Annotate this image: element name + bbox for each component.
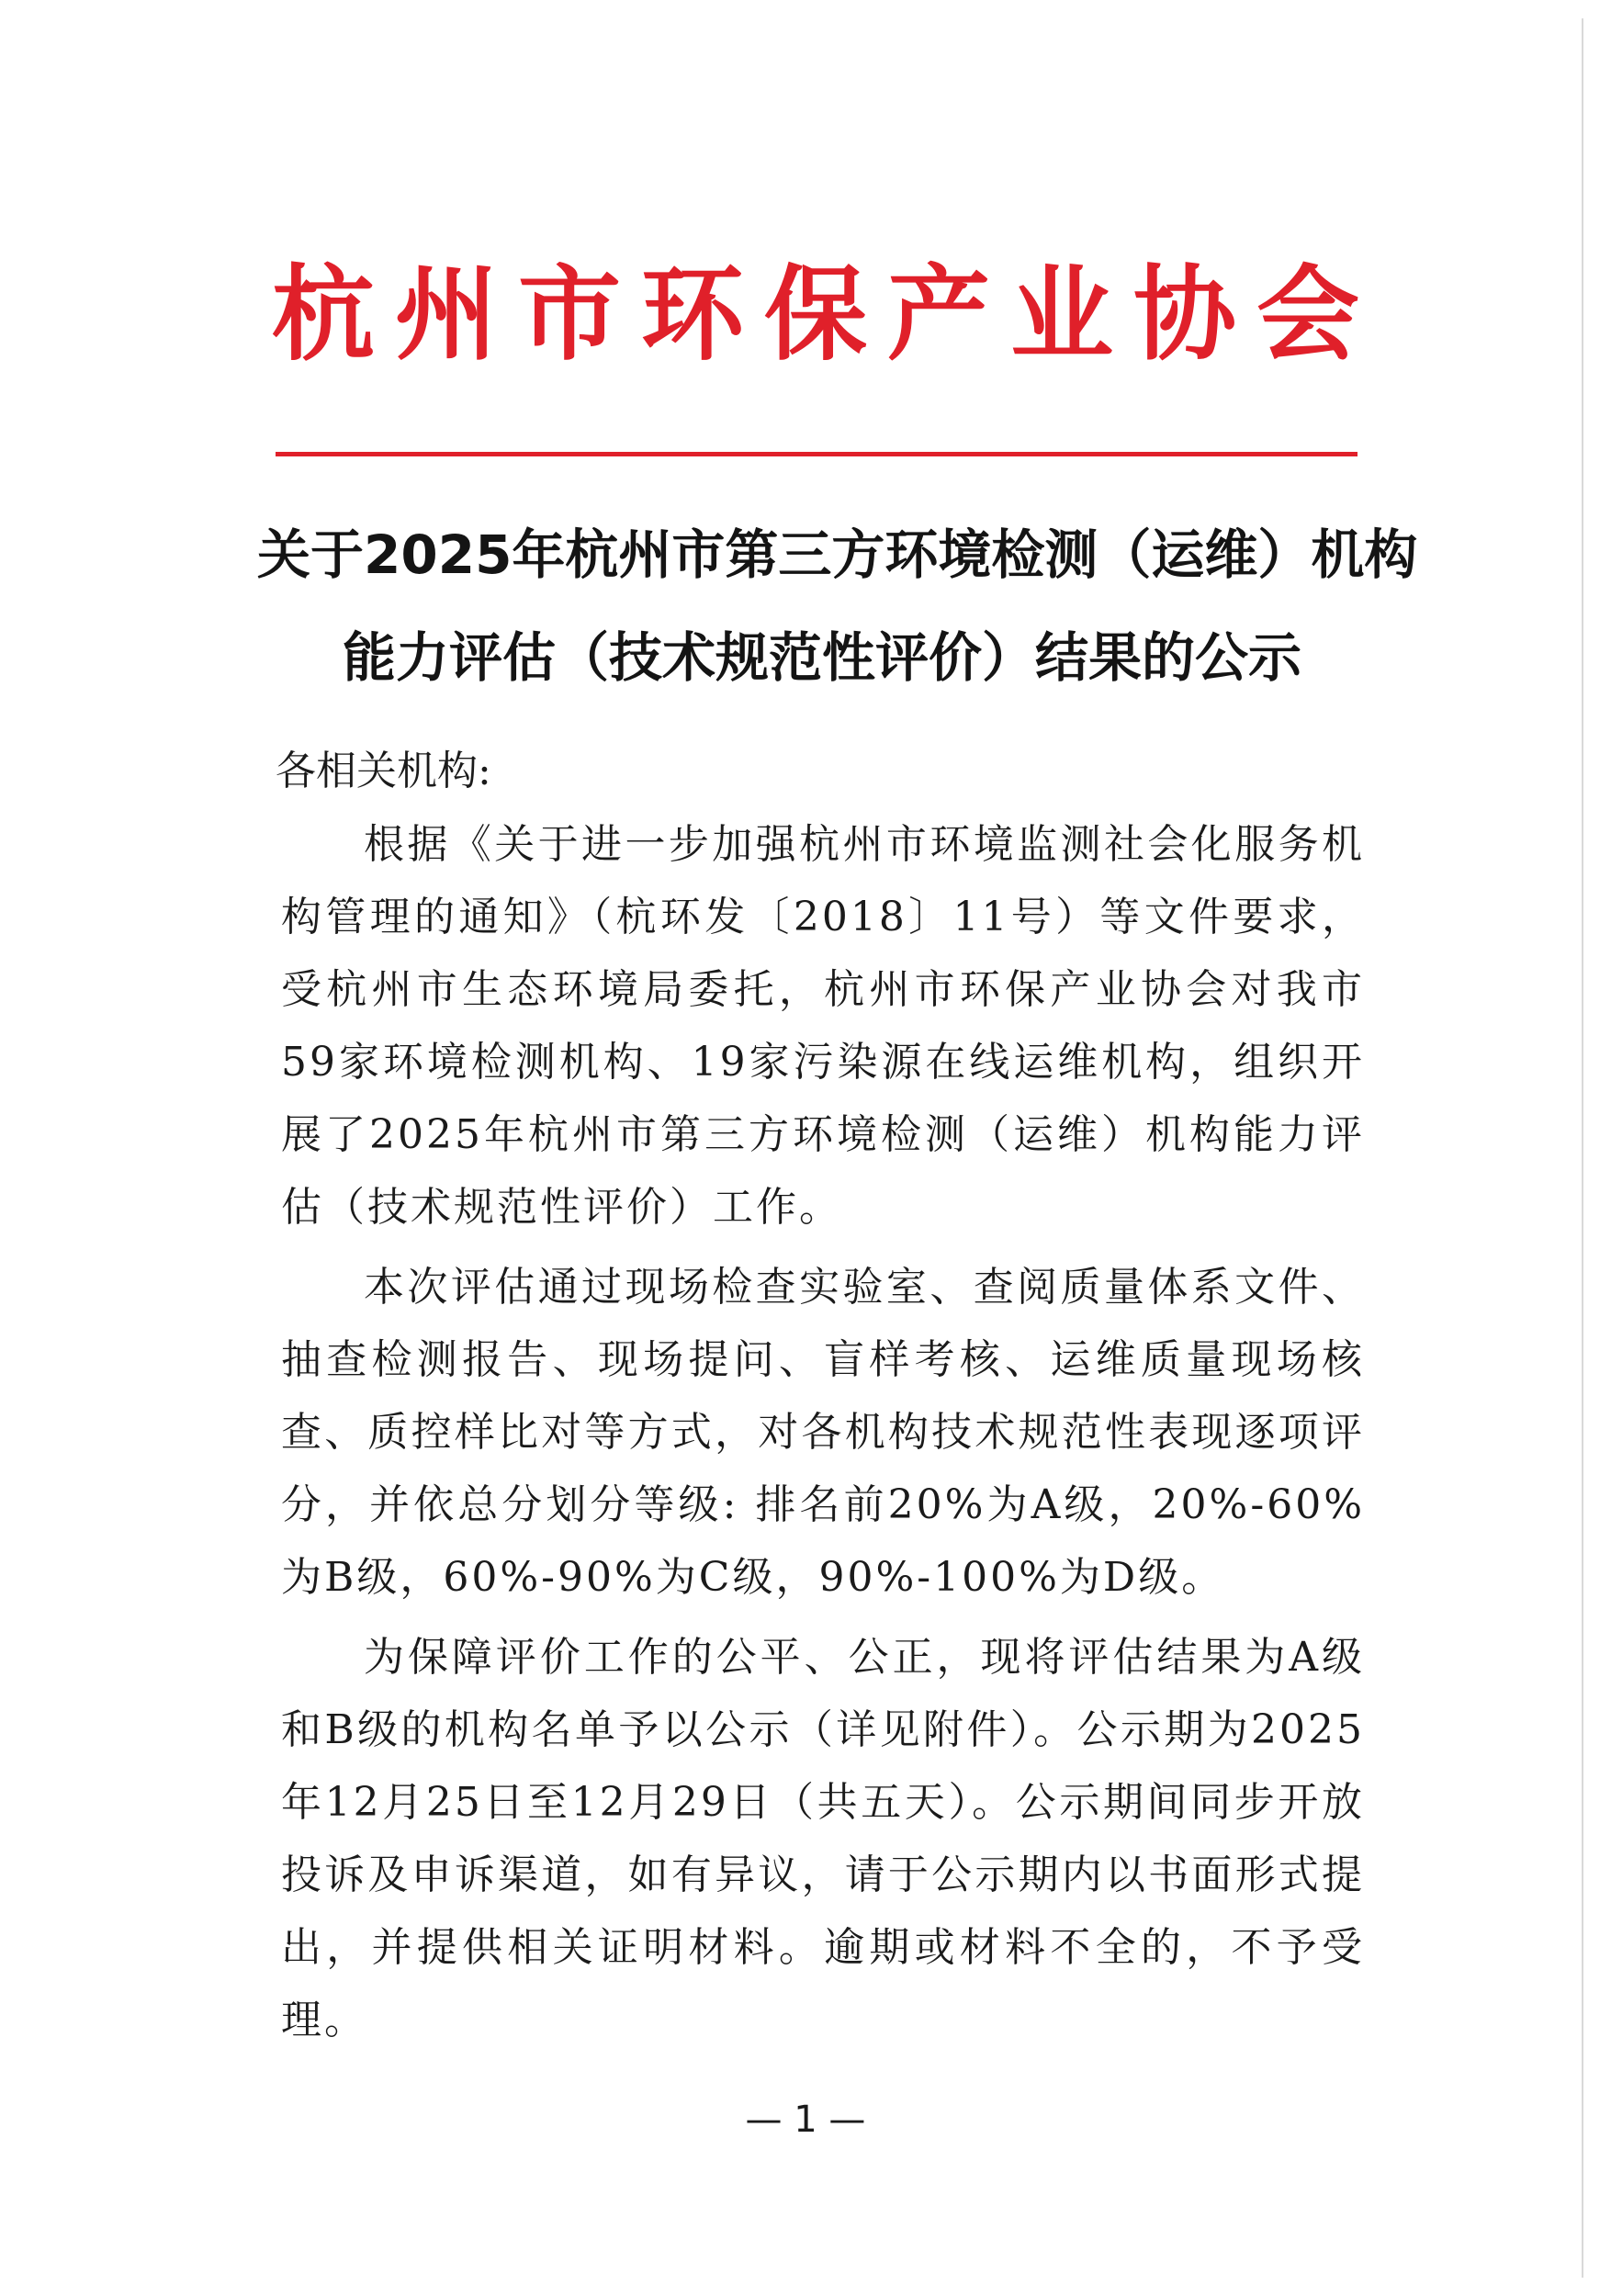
org-letterhead-title: 杭州市环保产业协会 <box>272 254 1380 375</box>
document-title-line-2: 能力评估（技术规范性评价）结果的公示 <box>342 626 1301 689</box>
page-number: — 1 — <box>745 2099 866 2141</box>
document-title-line-1: 关于2025年杭州市第三方环境检测（运维）机构 <box>257 523 1418 586</box>
scan-edge-line <box>1582 18 1583 2278</box>
body-paragraph: 根据《关于进一步加强杭州市环境监测社会化服务机构管理的通知》（杭环发〔2018〕11号）等文件要求，受杭州市生态环境局委托，杭州市环保产业协会对我市59家环境检测机构、19家污染源在线运维机构，组织开展了2025年杭州市第三方环境检测（运维）机构能力评估（技术规范性评价）工作。 <box>281 821 1365 1231</box>
body-paragraph: 为保障评价工作的公平、公正，现将评估结果为A级和B级的机构名单予以公示（详见附件）。公示期为2025年12月25日至12月29日（共五天）。公示期间同步开放投诉及申诉渠道，如有异议，请于公示期内以书面形式提出，并提供相关证明材料。逾期或材料不全的，不予受理。 <box>281 1634 1365 2043</box>
document-title <box>257 503 1418 709</box>
body-paragraph: 本次评估通过现场检查实验室、查阅质量体系文件、抽查检测报告、现场提问、盲样考核、运维质量现场核查、质控样比对等方式，对各机构技术规范性表现逐项评分，并依总分划分等级: 排名前20%为A级，20%-60%为B级，60%-90%为C级，90%-100%为D级。 <box>281 1264 1365 1601</box>
letterhead-red-rule <box>276 452 1358 456</box>
salutation: 各相关机构: <box>276 748 491 794</box>
